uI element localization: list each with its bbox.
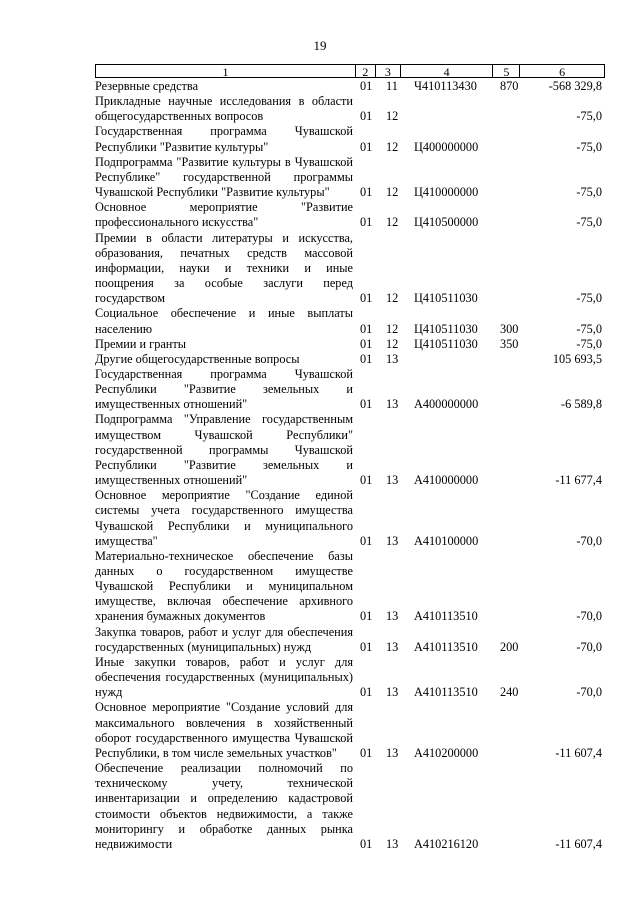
row-section: 01	[360, 397, 373, 412]
row-amount: -70,0	[576, 533, 602, 548]
row-section: 01	[360, 139, 373, 154]
row-section: 01	[360, 745, 373, 760]
header-col-5: 5	[493, 65, 520, 77]
row-name: Закупка товаров, работ и услуг для обеспечения государственных (муниципальных) нужд	[95, 624, 353, 654]
row-section: 01	[360, 836, 373, 851]
table-row	[95, 124, 605, 154]
row-target-article: Ч410113430	[414, 79, 477, 93]
row-amount: -75,0	[576, 215, 602, 230]
row-name: Премии и гранты	[95, 336, 187, 351]
page-number: 19	[313, 38, 327, 53]
row-name: Социальное обеспечение и иные выплаты населению	[95, 306, 353, 336]
row-subsection: 12	[386, 139, 399, 154]
row-target-article: А410000000	[414, 473, 479, 488]
budget-table-body	[95, 79, 605, 852]
row-target-article: А410113510	[414, 685, 478, 700]
row-target-article: Ц410511030	[414, 321, 478, 336]
row-subsection: 13	[386, 351, 399, 366]
header-col-6: 6	[559, 65, 566, 79]
row-target-article: Ц410000000	[414, 185, 479, 200]
row-amount: -75,0	[576, 291, 602, 306]
row-amount: -11 607,4	[555, 836, 602, 851]
row-name: Резервные средства	[95, 79, 199, 93]
table-row	[95, 352, 605, 367]
header-col-2: 2	[356, 65, 376, 77]
row-expense-type: 870	[500, 79, 519, 93]
row-subsection: 13	[386, 533, 399, 548]
row-name: Другие общегосударственные вопросы	[95, 351, 300, 366]
row-amount: -75,0	[576, 109, 602, 124]
row-name: Государственная программа Чувашской Республики "Развитие культуры"	[95, 124, 353, 154]
table-row	[95, 412, 605, 488]
row-subsection: 12	[386, 336, 399, 351]
row-expense-type: 200	[500, 639, 519, 654]
row-name: Подпрограмма "Управление государственным имуществом Чувашской Республики" государственной программы Чувашской Республики "Развитие земельных и имущественных отношений"	[95, 412, 353, 488]
row-subsection: 12	[386, 185, 399, 200]
row-target-article: А410100000	[414, 533, 479, 548]
header-col-3: 3	[376, 65, 401, 77]
row-section: 01	[360, 336, 373, 351]
row-subsection: 12	[386, 321, 399, 336]
row-section: 01	[360, 79, 373, 93]
row-expense-type: 300	[500, 321, 519, 336]
table-row	[95, 306, 605, 336]
row-subsection: 13	[386, 397, 399, 412]
table-row	[95, 231, 605, 307]
row-name: Государственная программа Чувашской Республики "Развитие земельных и имущественных отношений"	[95, 366, 353, 412]
row-name: Основное мероприятие "Создание условий для максимального вовлечения в хозяйственный оборот государственного имущества Чувашской Республики, в том числе земельных участков"	[95, 700, 353, 760]
row-section: 01	[360, 351, 373, 366]
row-amount: -70,0	[576, 639, 602, 654]
row-section: 01	[360, 109, 373, 124]
row-subsection: 12	[386, 291, 399, 306]
row-subsection: 12	[386, 215, 399, 230]
row-section: 01	[360, 533, 373, 548]
table-row	[95, 337, 605, 352]
row-amount: -75,0	[576, 336, 602, 351]
row-amount: -75,0	[576, 139, 602, 154]
table-row	[95, 549, 605, 625]
row-amount: 105 693,5	[552, 351, 602, 366]
table-row	[95, 79, 605, 94]
row-name: Премии в области литературы и искусства, образования, печатных средств массовой информации, науки и техники и иные поощрения за особые заслуги перед государством	[95, 230, 353, 306]
row-amount: -6 589,8	[561, 397, 602, 412]
row-subsection: 13	[386, 685, 399, 700]
row-subsection: 13	[386, 639, 399, 654]
row-amount: -70,0	[576, 609, 602, 624]
row-amount: -11 677,4	[555, 473, 602, 488]
row-target-article: Ц410511030	[414, 291, 478, 306]
row-target-article: А400000000	[414, 397, 479, 412]
row-name: Прикладные научные исследования в области общегосударственных вопросов	[95, 94, 353, 124]
row-section: 01	[360, 321, 373, 336]
row-amount: -70,0	[576, 685, 602, 700]
row-amount: -11 607,4	[555, 745, 602, 760]
row-subsection: 12	[386, 109, 399, 124]
row-subsection: 13	[386, 473, 399, 488]
row-section: 01	[360, 639, 373, 654]
table-row	[95, 367, 605, 412]
row-name: Иные закупки товаров, работ и услуг для обеспечения государственных (муниципальных) нужд	[95, 654, 353, 700]
row-name: Подпрограмма "Развитие культуры в Чувашской Республике" государственной программы Чувашской Республики "Развитие культуры"	[95, 154, 353, 200]
row-expense-type: 350	[500, 336, 519, 351]
row-name: Основное мероприятие "Развитие профессионального искусства"	[95, 200, 353, 230]
row-amount: -568 329,8	[548, 79, 602, 93]
row-section: 01	[360, 215, 373, 230]
row-subsection: 11	[386, 79, 398, 93]
row-section: 01	[360, 609, 373, 624]
table-row	[95, 488, 605, 549]
row-name: Материально-техническое обеспечение базы данных о государственном имуществе Чувашской Республики и муниципальном имуществе, включая обеспечение архивного хранения бумажных документов	[95, 548, 353, 624]
row-subsection: 13	[386, 745, 399, 760]
row-subsection: 13	[386, 609, 399, 624]
table-row	[95, 655, 605, 700]
row-section: 01	[360, 473, 373, 488]
row-target-article: А410216120	[414, 836, 479, 851]
row-target-article: А410200000	[414, 745, 479, 760]
table-row	[95, 700, 605, 761]
header-col-4: 4	[401, 65, 494, 77]
row-expense-type: 240	[500, 685, 519, 700]
table-row	[95, 155, 605, 200]
row-amount: -75,0	[576, 185, 602, 200]
row-name: Обеспечение реализации полномочий по техническому учету, технической инвентаризации и определению кадастровой стоимости объектов недвижимости, а также мониторингу и обработке данных рынка недвижимости	[95, 761, 353, 851]
table-row	[95, 200, 605, 230]
row-target-article: А410113510	[414, 609, 478, 624]
row-target-article: Ц410511030	[414, 336, 478, 351]
row-target-article: Ц400000000	[414, 139, 479, 154]
table-row	[95, 94, 605, 124]
table-row	[95, 625, 605, 655]
row-target-article: Ц410500000	[414, 215, 479, 230]
table-header	[95, 64, 605, 78]
header-col-1: 1	[96, 65, 356, 77]
row-name: Основное мероприятие "Создание единой системы учета государственного имущества Чувашской Республики и муниципального имущества"	[95, 488, 353, 548]
row-amount: -75,0	[576, 321, 602, 336]
row-section: 01	[360, 685, 373, 700]
row-section: 01	[360, 291, 373, 306]
row-subsection: 13	[386, 836, 399, 851]
table-row	[95, 761, 605, 852]
row-section: 01	[360, 185, 373, 200]
row-target-article: А410113510	[414, 639, 478, 654]
